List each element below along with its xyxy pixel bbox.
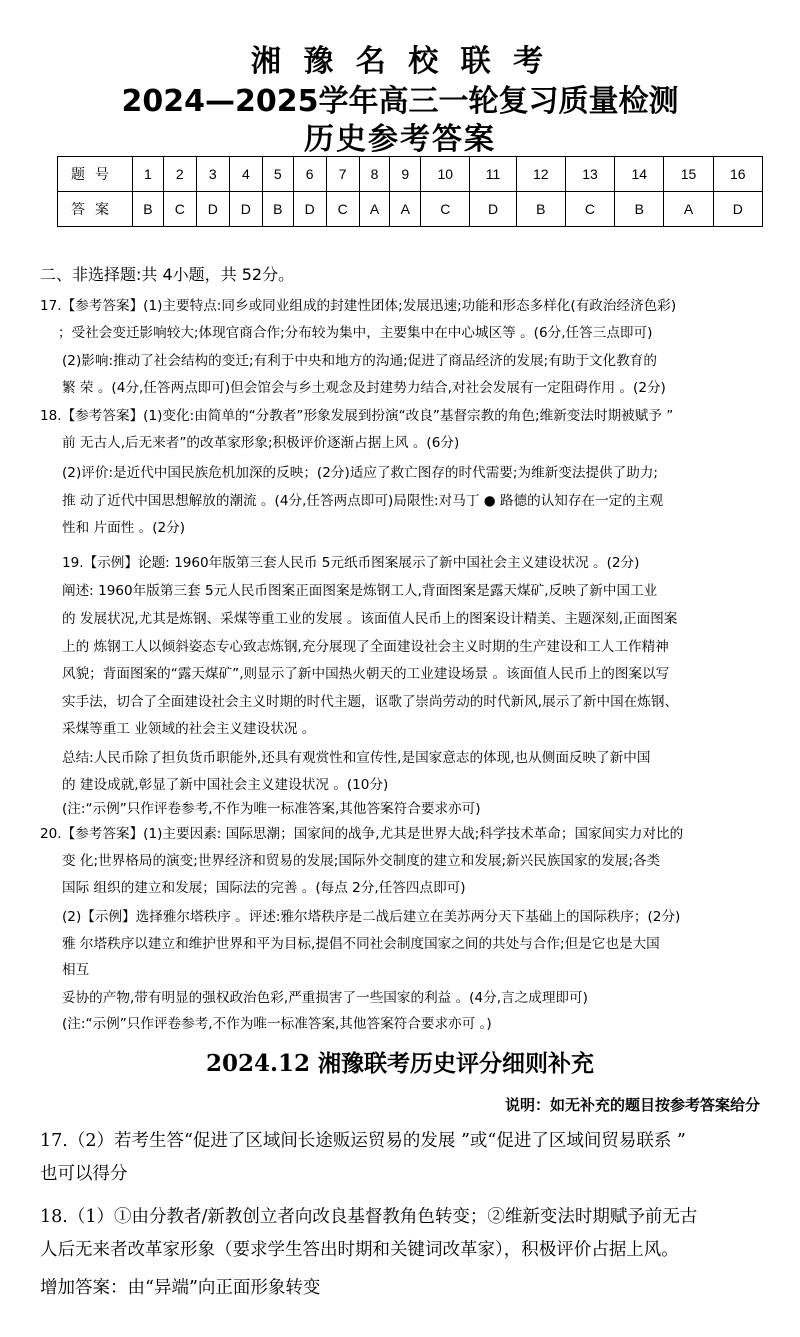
question-number-row bbox=[58, 157, 763, 192]
q20-line: 雅 尔塔秩序以建立和维护世界和平为目标,提倡不同社会制度国家之间的共处与合作;但是它也是大国 bbox=[62, 936, 660, 952]
answer-cell: B bbox=[516, 192, 565, 227]
question-number: 9 bbox=[390, 157, 421, 192]
q19-line: 总结:人民币除了担负货币职能外,还具有观赏性和宣传性,是国家意志的体现,也从侧面反映了新中国 bbox=[62, 750, 651, 766]
q19-line: 19.【示例】论题: 1960年版第三套人民币 5元纸币图案展示了新中国社会主义建设状况 。(2分) bbox=[62, 555, 640, 571]
question-number: 14 bbox=[615, 157, 664, 192]
answer-cell: C bbox=[163, 192, 196, 227]
question-number: 2 bbox=[163, 157, 196, 192]
answer-cell: D bbox=[293, 192, 326, 227]
answer-cell: D bbox=[196, 192, 229, 227]
q20-line: 变 化;世界格局的演变;世界经济和贸易的发展;国际外交制度的建立和发展;新兴民族国家的发展;各类 bbox=[62, 853, 661, 869]
supplement-note: 说明：如无补充的题目按参考答案给分 bbox=[504, 1096, 760, 1114]
q19-note: (注:“示例”只作评卷参考,不作为唯一标准答案,其他答案符合要求亦可) bbox=[62, 801, 481, 817]
answer-cell: C bbox=[326, 192, 359, 227]
question-number: 7 bbox=[326, 157, 359, 192]
q20-line: (2)【示例】选择雅尔塔秩序 。评述:雅尔塔秩序是二战后建立在美苏两分天下基础上的国际秩序；(2分) bbox=[62, 909, 681, 925]
question-number: 5 bbox=[262, 157, 293, 192]
q19-line: 上的 炼钢工人以倾斜姿态专心致志炼钢,充分展现了全面建设社会主义时期的生产建设和工人工作精神 bbox=[62, 639, 669, 655]
q17-line: (2)影响:推动了社会结构的变迁;有利于中央和地方的沟通;促进了商品经济的发展;有助于文化教育的 bbox=[62, 353, 657, 369]
q20-line: 妥协的产物,带有明显的强权政治色彩,严重损害了一些国家的利益 。(4分,言之成理即可) bbox=[62, 990, 588, 1006]
supplement-line: 也可以得分 bbox=[40, 1164, 128, 1184]
answer-cell: D bbox=[713, 192, 762, 227]
supplement-line: 人后无来者改革家形象（要求学生答出时期和关键词改革家），积极评价占据上风。 bbox=[40, 1240, 679, 1260]
q19-line: 的 建设成就,彰显了新中国社会主义建设状况 。(10分) bbox=[62, 777, 389, 793]
question-number: 12 bbox=[516, 157, 565, 192]
q20-note: (注:“示例”只作评卷参考,不作为唯一标准答案,其他答案符合要求亦可 。) bbox=[62, 1016, 492, 1032]
answer-cell: D bbox=[470, 192, 516, 227]
q17-line: ；受社会变迁影响较大;体现官商合作;分布较为集中，主要集中在中心城区等 。(6分,任答三点即可) bbox=[58, 325, 653, 341]
answer-cell: C bbox=[421, 192, 470, 227]
q20-line: 相互 bbox=[62, 962, 90, 978]
answer-cell: C bbox=[565, 192, 614, 227]
question-number: 11 bbox=[470, 157, 516, 192]
q19-line: 的 发展状况,尤其是炼钢、采煤等重工业的发展 。该面值人民币上的图案设计精美、主题深刻,正面图案 bbox=[62, 611, 678, 627]
q19-line: 采煤等重工 业领域的社会主义建设状况 。 bbox=[62, 721, 316, 737]
question-number: 8 bbox=[359, 157, 390, 192]
q20-line: 20.【参考答案】(1)主要因素: 国际思潮；国家间的战争,尤其是世界大战;科学技术革命；国家间实力对比的 bbox=[40, 826, 684, 842]
answer-key-title: 历史参考答案 bbox=[304, 122, 496, 157]
question-number: 10 bbox=[421, 157, 470, 192]
q19-line: 实手法，切合了全面建设社会主义时期的时代主题，讴歌了崇尚劳动的时代新风,展示了新中国在炼钢、 bbox=[62, 694, 679, 710]
answer-table bbox=[57, 156, 763, 227]
q18-line: 推 动了近代中国思想解放的潮流 。(4分,任答两点即可)局限性:对马丁 ● 路德的认知存在一定的主观 bbox=[62, 493, 664, 509]
answer-label: 答案 bbox=[58, 192, 133, 227]
question-number: 16 bbox=[713, 157, 762, 192]
answer-cell: A bbox=[359, 192, 390, 227]
q17-line: 17.【参考答案】(1)主要特点:同乡或同业组成的封建性团体;发展迅速;功能和形态多样化(有政治经济色彩) bbox=[40, 298, 677, 314]
answer-row bbox=[58, 192, 763, 227]
q18-line: 前 无古人,后无来者”的改革家形象;积极评价逐渐占据上风 。(6分) bbox=[62, 435, 460, 451]
supplement-line: 17.（2）若考生答“促进了区域间长途贩运贸易的发展 ”或“促进了区域间贸易联系 ” bbox=[40, 1131, 686, 1151]
q17-line: 繁 荣 。(4分,任答两点即可)但会馆会与乡土观念及封建势力结合,对社会发展有一定阻碍作用 。(2分) bbox=[62, 380, 666, 396]
supplement-title: 2024.12 湘豫联考历史评分细则补充 bbox=[205, 1050, 595, 1077]
answer-cell: A bbox=[664, 192, 713, 227]
q18-line: 18.【参考答案】(1)变化:由简单的“分教者”形象发展到扮演“改良”基督宗教的角色;维新变法时期被赋予 ” bbox=[40, 408, 674, 424]
q19-line: 风貌；背面图案的“露天煤矿”,则显示了新中国热火朝天的工业建设场景 。该面值人民币上的图案以写 bbox=[62, 666, 670, 682]
answer-cell: A bbox=[390, 192, 421, 227]
question-number: 13 bbox=[565, 157, 614, 192]
supplement-line: 增加答案：由“异端”向正面形象转变 bbox=[40, 1278, 321, 1298]
question-number: 15 bbox=[664, 157, 713, 192]
q20-line: 国际 组织的建立和发展；国际法的完善 。(每点 2分,任答四点即可) bbox=[62, 880, 466, 896]
exam-org-title: 湘 豫 名 校 联 考 bbox=[250, 44, 550, 79]
question-number-label: 题号 bbox=[58, 157, 133, 192]
question-number: 4 bbox=[229, 157, 262, 192]
section-heading: 二、非选择题:共 4小题，共 52分。 bbox=[40, 265, 295, 284]
answer-cell: B bbox=[262, 192, 293, 227]
question-number: 1 bbox=[133, 157, 164, 192]
answer-cell: B bbox=[133, 192, 164, 227]
answer-cell: D bbox=[229, 192, 262, 227]
q19-line: 阐述: 1960年版第三套 5元人民币图案正面图案是炼钢工人,背面图案是露天煤矿,反映了新中国工业 bbox=[62, 583, 658, 599]
question-number: 6 bbox=[293, 157, 326, 192]
exam-name-title: 2024—2025学年高三一轮复习质量检测 bbox=[121, 84, 679, 119]
answer-cell: B bbox=[615, 192, 664, 227]
question-number: 3 bbox=[196, 157, 229, 192]
q18-line: (2)评价:是近代中国民族危机加深的反映；(2分)适应了救亡图存的时代需要;为维新变法提供了助力; bbox=[62, 465, 658, 481]
q18-line: 性和 片面性 。(2分) bbox=[62, 520, 186, 536]
supplement-line: 18.（1）①由分教者/新教创立者向改良基督教角色转变；②维新变法时期赋予前无古 bbox=[40, 1207, 698, 1227]
